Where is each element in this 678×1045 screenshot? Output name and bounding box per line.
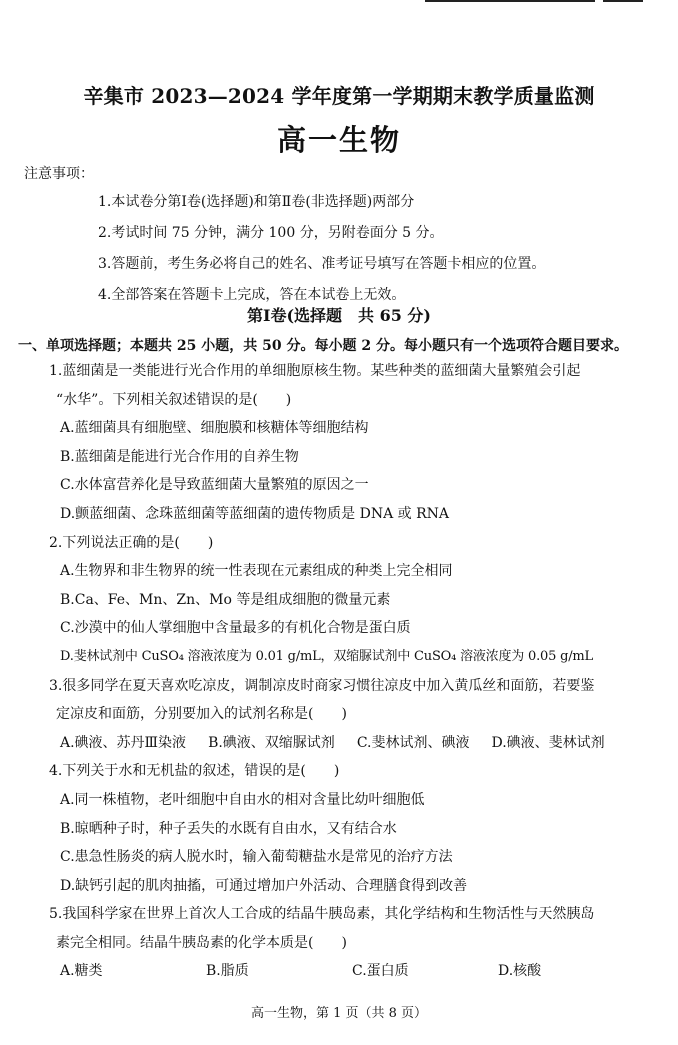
note-item: 1.本试卷分第Ⅰ卷(选择题)和第Ⅱ卷(非选择题)两部分	[98, 194, 415, 210]
note-item: 2.考试时间 75 分钟，满分 100 分，另附卷面分 5 分。	[98, 225, 444, 241]
question-3-stem: 3.很多同学在夏天喜欢吃凉皮，调制凉皮时商家习惯往凉皮中加入黄瓜丝和面筋，若要鉴	[49, 677, 595, 694]
exam-title: 辛集市 2023—2024 学年度第一学期期末教学质量监测	[83, 84, 595, 108]
note-item: 3.答题前，考生务必将自己的姓名、准考证号填写在答题卡相应的位置。	[98, 256, 546, 272]
question-3-option-a: A.碘液、苏丹Ⅲ染液	[60, 734, 187, 751]
part-title: 第Ⅰ卷(选择题 共 65 分)	[246, 306, 432, 325]
question-1-stem-cont: “水华”。下列相关叙述错误的是( )	[56, 391, 292, 408]
top-rule-short	[603, 0, 643, 2]
question-2-option-b: B.Ca、Fe、Mn、Zn、Mo 等是组成细胞的微量元素	[60, 591, 391, 608]
question-1-option-d: D.颤蓝细菌、念珠蓝细菌等蓝细菌的遗传物质是 DNA 或 RNA	[60, 505, 450, 522]
question-5-option-c: C.蛋白质	[352, 963, 409, 980]
question-3-option-c: C.斐林试剂、碘液	[356, 734, 470, 751]
notes-heading: 注意事项：	[24, 166, 94, 182]
question-3-stem-cont: 定凉皮和面筋，分别要加入的试剂名称是( )	[56, 706, 347, 723]
question-2-option-d: D.斐林试剂中 CuSO₄ 溶液浓度为 0.01 g/mL，双缩脲试剂中 CuSO₄ 溶液浓度为 0.05 g/mL	[60, 648, 593, 664]
question-5-stem: 5.我国科学家在世界上首次人工合成的结晶牛胰岛素，其化学结构和生物活性与天然胰岛	[49, 906, 595, 923]
question-3-option-b: B.碘液、双缩脲试剂	[208, 734, 335, 751]
page-footer: 高一生物，第 1 页（共 8 页）	[250, 1006, 428, 1021]
question-3-option-d: D.碘液、斐林试剂	[491, 734, 605, 751]
question-5-option-b: B.脂质	[206, 963, 249, 980]
question-5-options	[44, 961, 668, 990]
question-1-option-c: C.水体富营养化是导致蓝细菌大量繁殖的原因之一	[60, 477, 369, 494]
question-5-stem-cont: 素完全相同。结晶牛胰岛素的化学本质是( )	[56, 934, 347, 951]
question-1-option-b: B.蓝细菌是能进行光合作用的自养生物	[60, 448, 299, 465]
question-2-option-a: A.生物界和非生物界的统一性表现在元素组成的种类上完全相同	[60, 563, 453, 580]
question-list	[44, 361, 668, 990]
notes-list	[98, 193, 658, 317]
question-4-option-b: B.晾晒种子时，种子丢失的水既有自由水，又有结合水	[60, 820, 397, 837]
question-4-option-a: A.同一株植物，老叶细胞中自由水的相对含量比幼叶细胞低	[60, 791, 425, 808]
question-1-stem: 1.蓝细菌是一类能进行光合作用的单细胞原核生物。某些种类的蓝细菌大量繁殖会引起	[49, 363, 581, 379]
question-4-option-d: D.缺钙引起的肌肉抽搐，可通过增加户外活动、合理膳食得到改善	[60, 877, 468, 894]
question-4-option-c: C.患急性肠炎的病人脱水时，输入葡萄糖盐水是常见的治疗方法	[60, 849, 453, 866]
question-5-option-a: A.糖类	[60, 963, 103, 980]
question-2-stem: 2.下列说法正确的是( )	[49, 534, 214, 551]
exam-subject: 高一生物	[276, 123, 401, 157]
question-5-option-d: D.核酸	[498, 963, 542, 980]
section-heading: 一、单项选择题；本题共 25 小题，共 50 分。每小题 2 分。每小题只有一个选项符合题目要求。	[18, 338, 628, 354]
question-2-option-c: C.沙漠中的仙人掌细胞中含量最多的有机化合物是蛋白质	[60, 620, 411, 637]
question-1-option-a: A.蓝细菌具有细胞壁、细胞膜和核糖体等细胞结构	[60, 420, 369, 437]
question-3-options	[44, 733, 668, 762]
question-4-stem: 4.下列关于水和无机盐的叙述，错误的是( )	[49, 763, 340, 780]
note-item: 4.全部答案在答题卡上完成，答在本试卷上无效。	[98, 287, 406, 303]
top-rule	[425, 0, 595, 2]
